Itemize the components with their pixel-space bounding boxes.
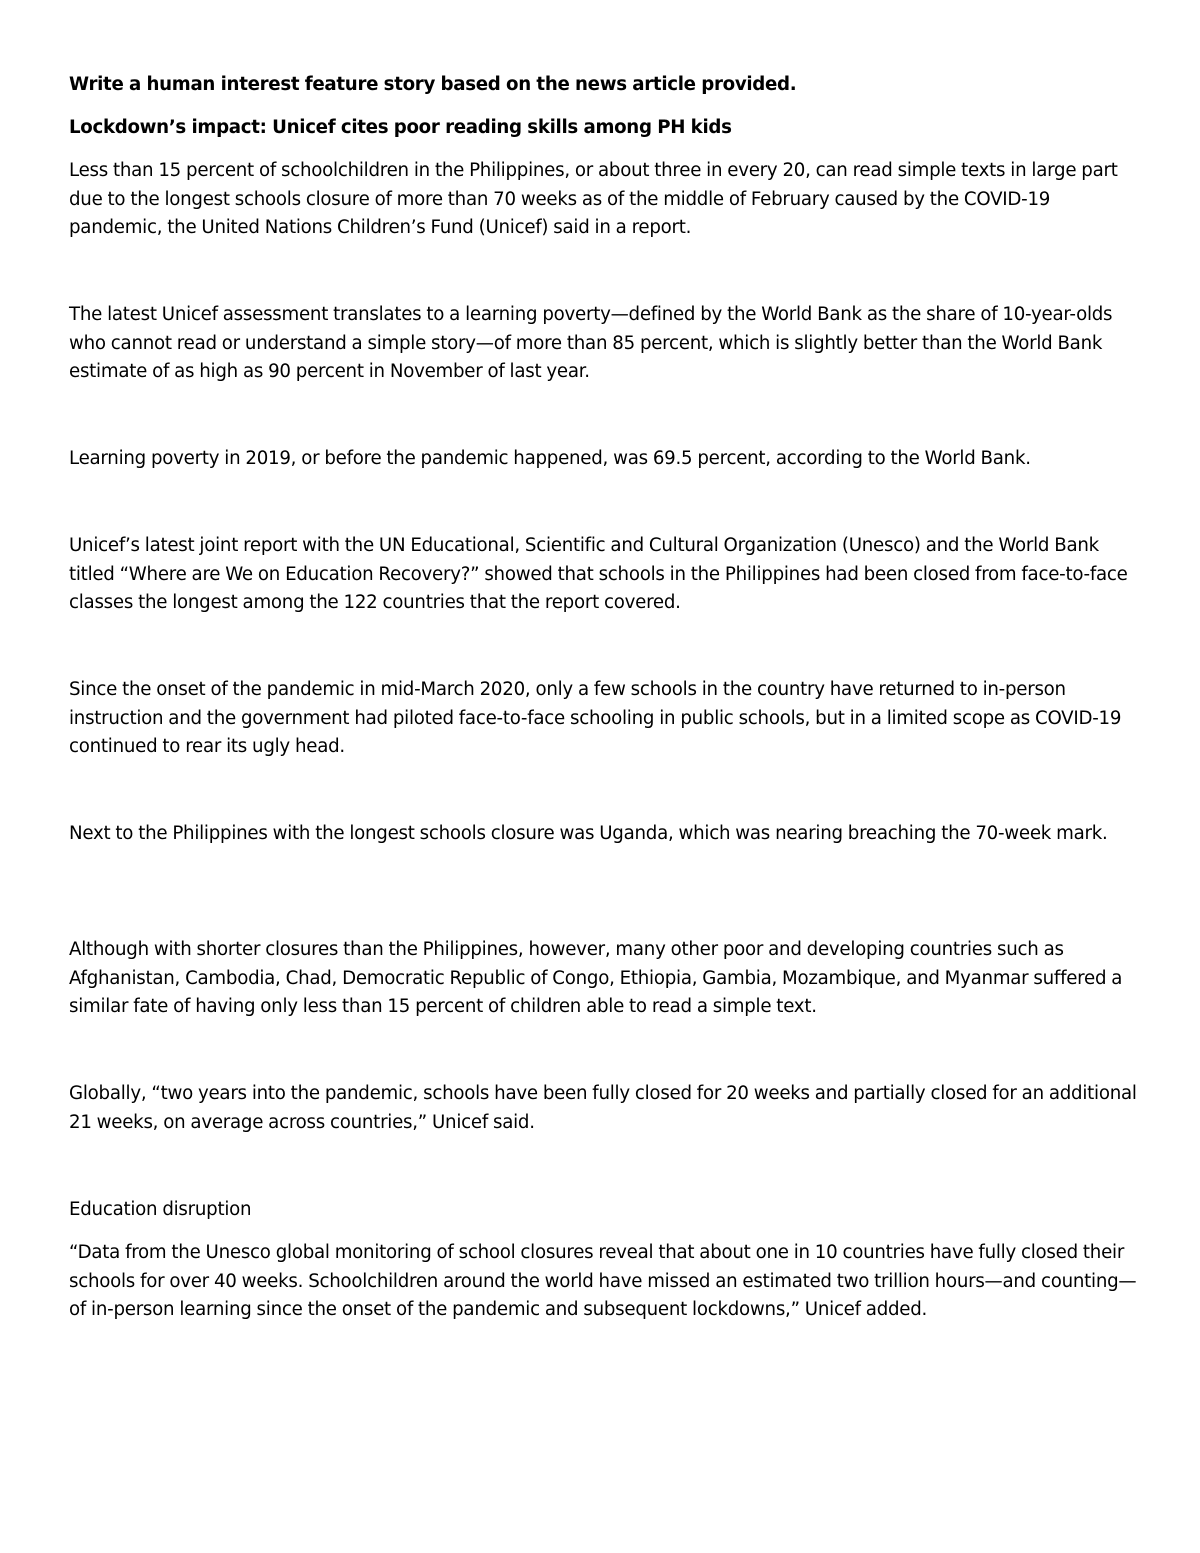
article-paragraph: Since the onset of the pandemic in mid-March 2020, only a few schools in the country have returned to in-person instruction and the government had piloted face-to-face schooling in public schools, but in a limited scope as COVID-19 continued to rear its ugly head. [69,679,1122,757]
article-paragraph: Less than 15 percent of schoolchildren in the Philippines, or about three in every 20, can read simple texts in large part due to the longest schools closure of more than 70 weeks as of the middle of February caused by the COVID-19 pandemic, the United Nations Children’s Fund (Unicef) said in a report. [69,160,1118,238]
article-headline: Lockdown’s impact: Unicef cites poor reading skills among PH kids [69,117,732,138]
section-subheading: Education disruption [69,1199,252,1220]
article-paragraph: “Data from the Unesco global monitoring of school closures reveal that about one in 10 countries have fully closed their schools for over 40 weeks. Schoolchildren around the world have missed an estimated two trillion hours—and counting—of in-person learning since the onset of the pandemic and subsequent lockdowns,” Unicef added. [69,1242,1137,1320]
article-paragraph: Globally, “two years into the pandemic, schools have been fully closed for 20 weeks and partially closed for an additional 21 weeks, on average across countries,” Unicef said. [69,1083,1137,1133]
article-paragraph: Unicef’s latest joint report with the UN Educational, Scientific and Cultural Organization (Unesco) and the World Bank titled “Where are We on Education Recovery?” showed that schools in the Philippines had been closed from face-to-face classes the longest among the 122 countries that the report covered. [69,535,1128,613]
article-paragraph: Next to the Philippines with the longest schools closure was Uganda, which was nearing breaching the 70-week mark. [69,823,1108,844]
article-paragraph: The latest Unicef assessment translates to a learning poverty—defined by the World Bank as the share of 10-year-olds who cannot read or understand a simple story—of more than 85 percent, which is slightly better than the World Bank estimate of as high as 90 percent in November of last year. [69,304,1113,382]
article-paragraph: Learning poverty in 2019, or before the pandemic happened, was 69.5 percent, according to the World Bank. [69,448,1031,469]
article-paragraph: Although with shorter closures than the Philippines, however, many other poor and developing countries such as Afghanistan, Cambodia, Chad, Democratic Republic of Congo, Ethiopia, Gambia, Mozambique, and Myanmar suffered a similar fate of having only less than 15 percent of children able to read a simple text. [69,939,1123,1017]
instruction-heading: Write a human interest feature story based on the news article provided. [69,74,797,95]
